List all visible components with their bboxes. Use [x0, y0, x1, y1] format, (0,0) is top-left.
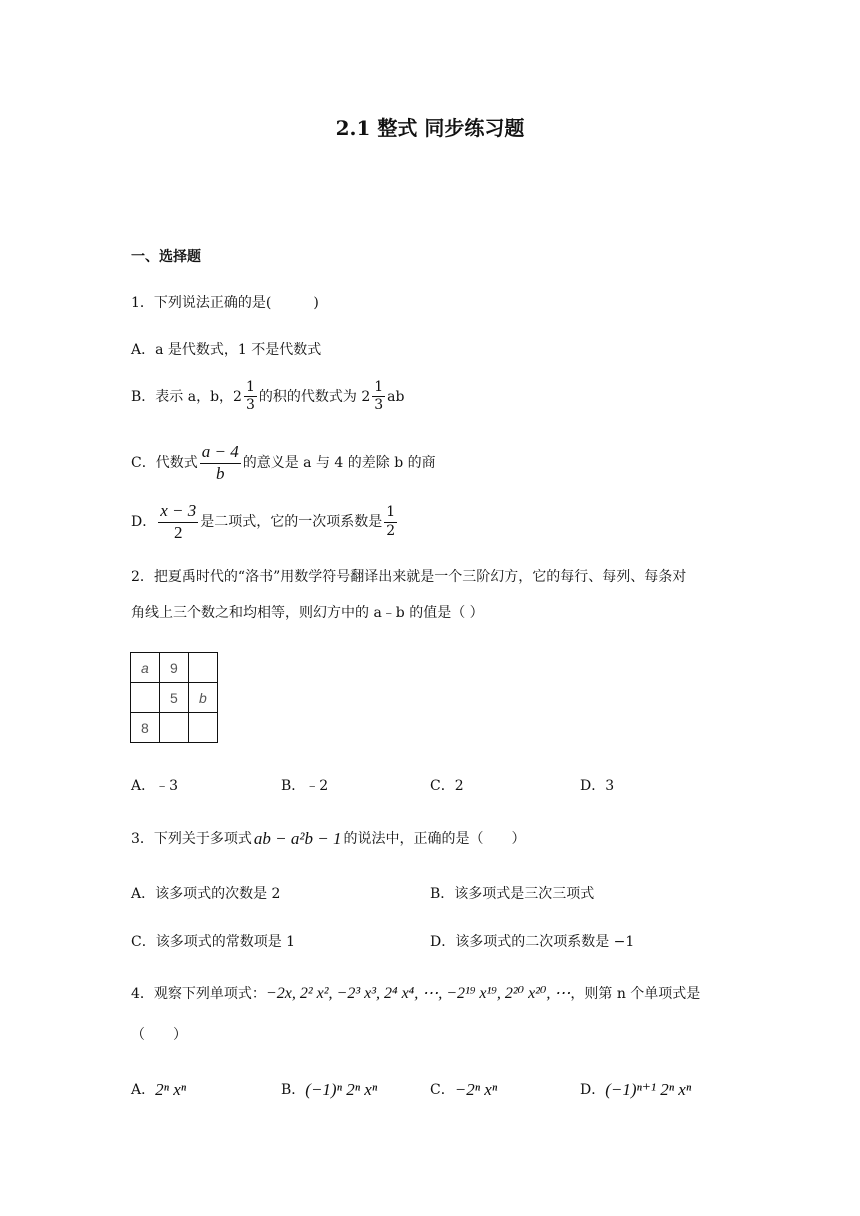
- fraction-numerator: 1: [372, 380, 385, 397]
- q4-stem-post: ，则第 n 个单项式是: [570, 986, 701, 1002]
- q4-stem-pre: 4．观察下列单项式：: [131, 986, 266, 1002]
- fraction-numerator: x − 3: [158, 502, 198, 523]
- magic-square-grid: [130, 652, 218, 743]
- q1-b-mid: 的积的代数式为 2: [258, 388, 371, 405]
- grid-cell: b: [189, 683, 218, 713]
- fraction-numerator: a − 4: [200, 443, 241, 464]
- option-expression: (−1)ⁿ⁺¹ 2ⁿ xⁿ: [605, 1080, 692, 1099]
- q2-stem-line1: 2．把夏禹时代的“洛书”用数学符号翻译出来就是一个三阶幻方，它的每行、每列、每条对: [131, 569, 687, 585]
- fraction-denominator: b: [215, 463, 225, 483]
- option-label: C．: [430, 1081, 455, 1098]
- q4-stem-line2: （ ）: [131, 1027, 187, 1043]
- q3-expression: ab − a²b − 1: [253, 829, 342, 848]
- q3-option-a: A．该多项式的次数是 2: [131, 886, 281, 902]
- fraction-numerator: 1: [244, 380, 257, 397]
- fraction-one-half: [384, 505, 397, 539]
- fraction-a-minus-4-over-b: [200, 443, 241, 483]
- fraction-one-third: [372, 380, 385, 414]
- fraction-denominator: 2: [174, 522, 183, 542]
- q2-option-d: D．3: [580, 778, 615, 794]
- q4-stem: [131, 986, 700, 1002]
- q4-option-d: [580, 1081, 691, 1098]
- option-expression: (−1)ⁿ 2ⁿ xⁿ: [305, 1080, 378, 1099]
- grid-cell: a: [131, 653, 160, 683]
- q2-option-b: B．﹣2: [281, 778, 329, 794]
- q3-stem-pre: 3．下列关于多项式: [131, 830, 252, 847]
- fraction-denominator: 3: [374, 397, 384, 414]
- fraction-denominator: 3: [245, 397, 255, 414]
- q3-stem-post: 的说法中，正确的是（ ）: [343, 830, 526, 847]
- option-expression: −2ⁿ xⁿ: [454, 1080, 498, 1099]
- q1-stem: 1．下列说法正确的是( ): [131, 295, 319, 311]
- q2-option-c: C．2: [430, 778, 464, 794]
- grid-cell: [131, 683, 160, 713]
- q1-option-d: [131, 502, 399, 542]
- q4-option-c: [430, 1081, 497, 1098]
- grid-cell: [160, 713, 189, 743]
- q2-option-a: A．﹣3: [131, 778, 179, 794]
- grid-cell: 8: [131, 713, 160, 743]
- fraction-one-third: [244, 380, 257, 414]
- q1-c-post: 的意义是 a 与 4 的差除 b 的商: [242, 455, 436, 472]
- q3-option-d: D．该多项式的二次项系数是 −1: [430, 934, 635, 950]
- grid-cell: [189, 713, 218, 743]
- q1-d-pre: D．: [131, 514, 157, 531]
- q4-sequence-expression: −2x, 2² x², −2³ x³, 2⁴ x⁴, ⋯, −2¹⁹ x¹⁹, 2²⁰ x²⁰, ⋯: [265, 985, 571, 1002]
- page-title: 2.1 整式 同步练习题: [335, 116, 525, 140]
- q4-option-a: [131, 1081, 186, 1098]
- q2-stem-line2: 角线上三个数之和均相等，则幻方中的 a﹣b 的值是（ ）: [131, 605, 484, 621]
- option-label: A．: [131, 1081, 156, 1098]
- q3-option-b: B．该多项式是三次三项式: [430, 886, 595, 902]
- q1-b-pre: B．表示 a，b，2: [131, 388, 242, 405]
- q3-stem: [131, 830, 525, 847]
- q1-c-pre: C．代数式: [131, 455, 198, 472]
- option-label: D．: [580, 1081, 606, 1098]
- option-expression: 2ⁿ xⁿ: [155, 1080, 187, 1099]
- option-label: B．: [281, 1081, 306, 1098]
- grid-cell: [189, 653, 218, 683]
- grid-cell: 9: [160, 653, 189, 683]
- q1-option-a: A．a 是代数式，1 不是代数式: [131, 342, 322, 358]
- fraction-x-minus-3-over-2: [158, 502, 198, 542]
- q3-option-c: C．该多项式的常数项是 1: [131, 934, 296, 950]
- grid-cell: 5: [160, 683, 189, 713]
- q1-b-post: ab: [387, 388, 405, 405]
- q1-option-b: [131, 380, 404, 414]
- fraction-numerator: 1: [384, 505, 397, 522]
- q4-option-b: [281, 1081, 377, 1098]
- fraction-denominator: 2: [386, 522, 396, 539]
- q1-option-c: [131, 443, 436, 483]
- q1-d-mid: 是二项式，它的一次项系数是: [200, 514, 383, 531]
- section-heading: 一、选择题: [131, 249, 201, 265]
